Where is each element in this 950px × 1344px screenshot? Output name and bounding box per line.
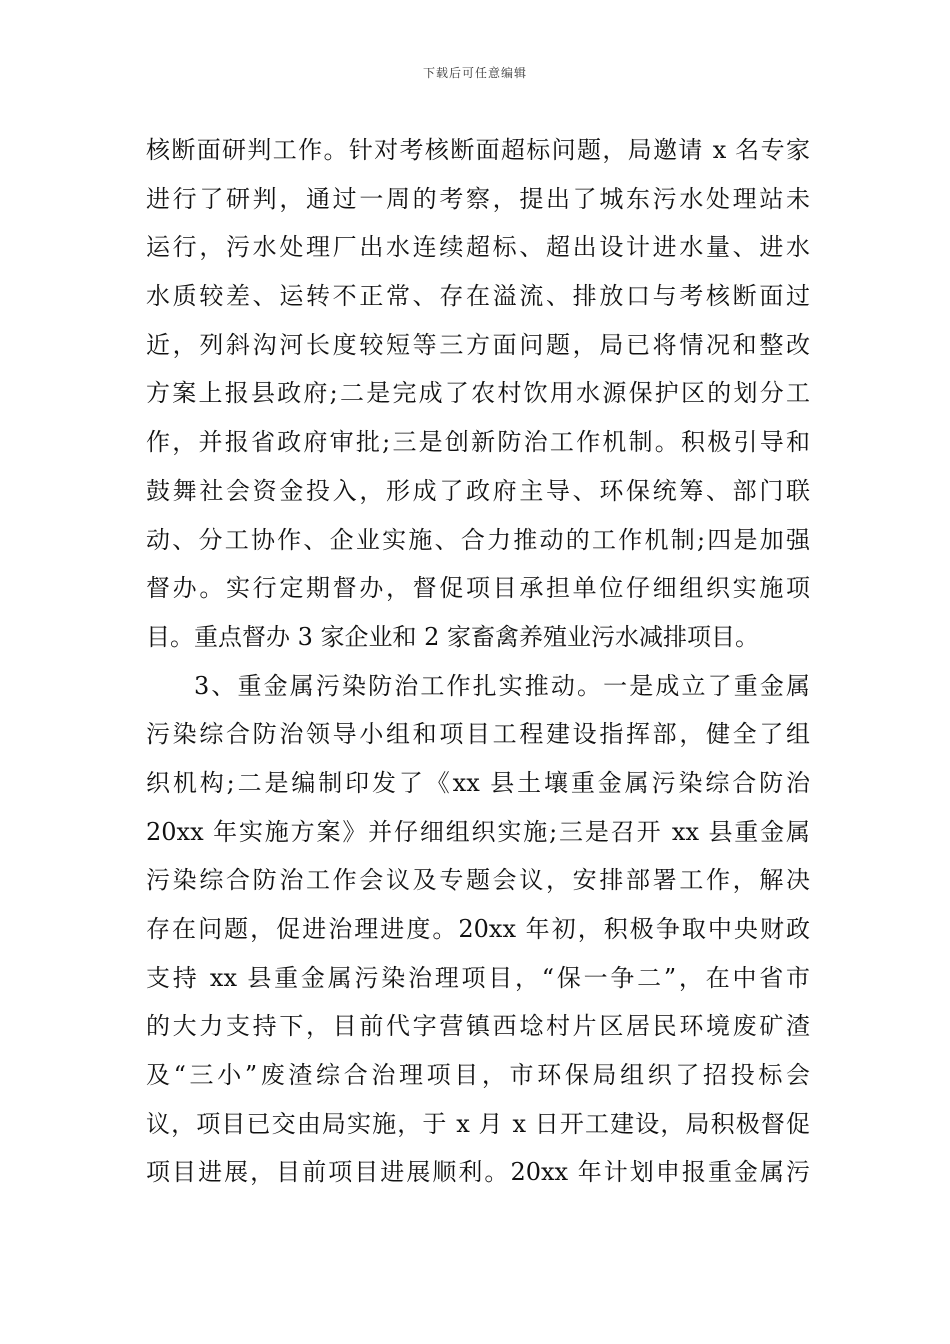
text-line: 鼓舞社会资金投入，形成了政府主导、环保统筹、部门联 (146, 476, 810, 505)
text-line: 支持 xx 县重金属污染治理项目，“保一争二”，在中省市 (146, 963, 810, 992)
text-line: 方案上报县政府;二是完成了农村饮用水源保护区的划分工 (146, 379, 810, 408)
text-line: 作，并报省政府审批;三是创新防治工作机制。积极引导和 (146, 428, 810, 457)
text-line: 项目进展，目前项目进展顺利。20xx 年计划申报重金属污 (146, 1158, 810, 1187)
text-line: 议，项目已交由局实施，于 x 月 x 日开工建设，局积极督促 (146, 1109, 810, 1138)
text-line: 织机构;二是编制印发了《xx 县土壤重金属污染综合防治 (146, 768, 810, 797)
text-line: 污染综合防治工作会议及专题会议，安排部署工作，解决 (146, 866, 810, 895)
text-line: 20xx 年实施方案》并仔细组织实施;三是召开 xx 县重金属 (146, 817, 810, 846)
text-line: 的大力支持下，目前代字营镇西埝村片区居民环境废矿渣 (146, 1012, 810, 1041)
page-header: 下载后可任意编辑 (422, 66, 527, 80)
text-line: 存在问题，促进治理进度。20xx 年初，积极争取中央财政 (146, 915, 810, 943)
text-line: 运行，污水处理厂出水连续超标、超出设计进水量、进水 (146, 233, 810, 262)
text-line: 近，列斜沟河长度较短等三方面问题，局已将情况和整改 (146, 330, 810, 359)
text-line: 动、分工协作、企业实施、合力推动的工作机制;四是加强 (146, 525, 810, 554)
text-line: 核断面研判工作。针对考核断面超标问题，局邀请 x 名专家 (146, 136, 810, 164)
body-text (146, 126, 810, 1197)
text-line: 进行了研判，通过一周的考察，提出了城东污水处理站未 (146, 184, 810, 213)
text-line: 督办。实行定期督办，督促项目承担单位仔细组织实施项 (146, 574, 810, 603)
text-line: 水质较差、运转不正常、存在溢流、排放口与考核断面过 (146, 282, 810, 311)
text-line: 目。重点督办 3 家企业和 2 家畜禽养殖业污水减排项目。 (146, 622, 760, 651)
text-line: 污染综合防治领导小组和项目工程建设指挥部，健全了组 (146, 720, 810, 749)
text-line: 及“三小”废渣综合治理项目，市环保局组织了招投标会 (146, 1061, 810, 1090)
text-line: 3、重金属污染防治工作扎实推动。一是成立了重金属 (194, 671, 810, 700)
